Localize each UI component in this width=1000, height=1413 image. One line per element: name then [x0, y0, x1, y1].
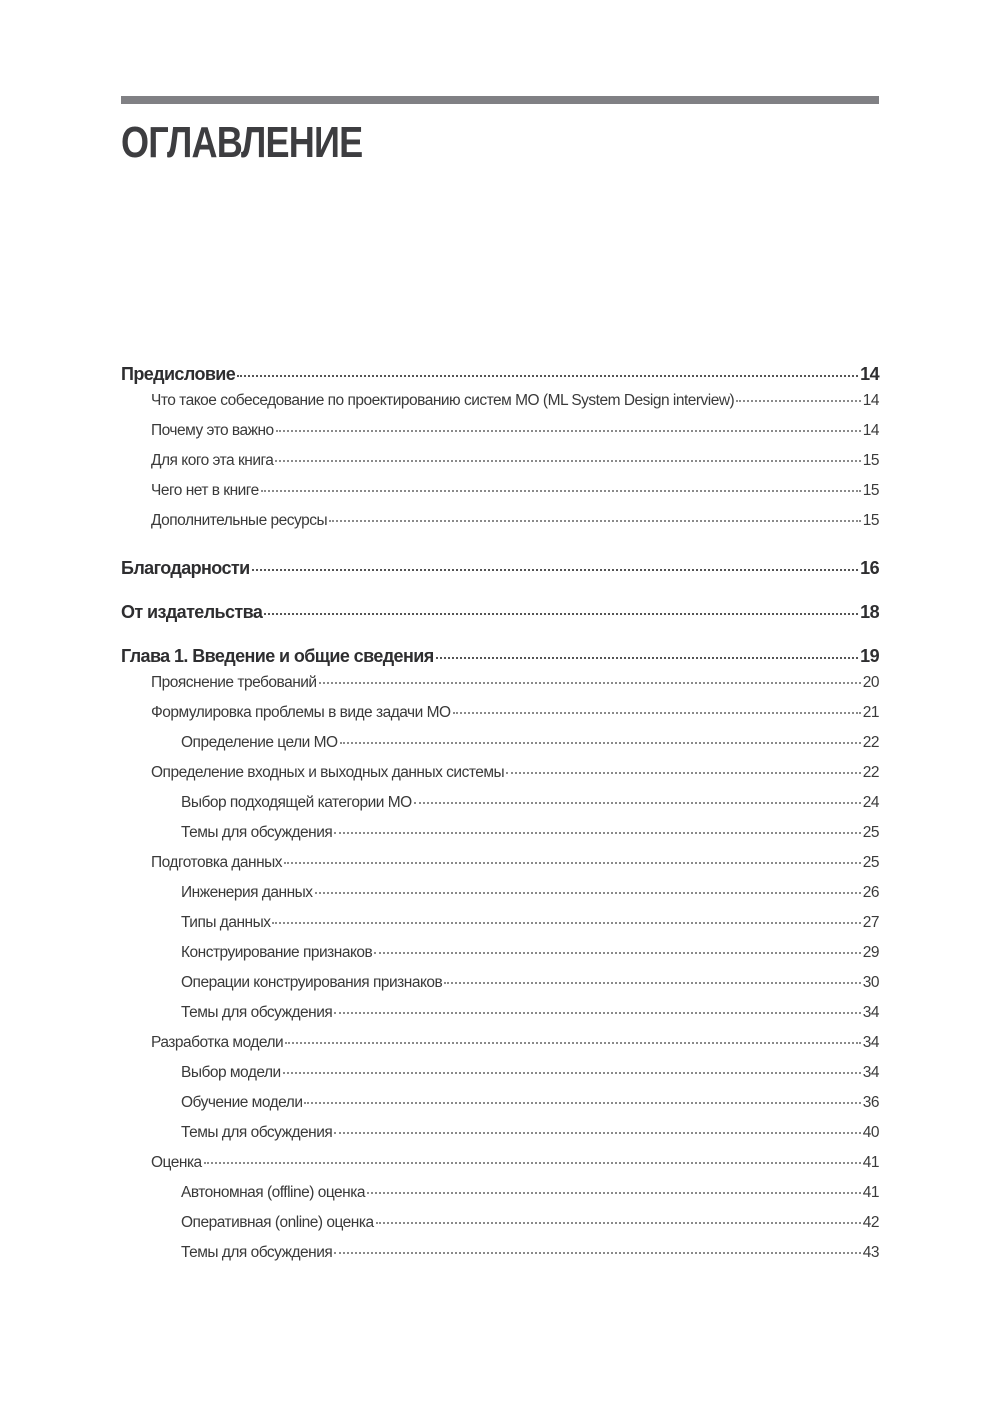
toc-entry-title: Чего нет в книге [151, 482, 259, 499]
toc-entry-page-number: 25 [862, 824, 879, 841]
toc-entry-page-number: 16 [860, 558, 879, 578]
toc-entry-title: Почему это важно [151, 422, 274, 439]
dot-leader [334, 832, 860, 834]
toc-entry-page-number: 22 [862, 764, 879, 781]
toc-subsection-entry[interactable] [121, 824, 879, 854]
dot-leader [285, 1042, 861, 1044]
toc-section-entry[interactable] [121, 392, 879, 422]
table-of-contents [121, 364, 879, 1274]
dot-leader [264, 613, 858, 615]
toc-section-entry[interactable] [121, 854, 879, 884]
dot-leader [376, 1222, 861, 1224]
dot-leader [736, 400, 861, 402]
dot-leader [319, 682, 861, 684]
toc-entry-page-number: 15 [862, 482, 879, 499]
toc-entry-page-number: 34 [862, 1034, 879, 1051]
toc-entry-page-number: 15 [862, 452, 879, 469]
toc-entry-title: Что такое собеседование по проектированию систем МО (ML System Design interview) [151, 392, 735, 409]
toc-subsection-entry[interactable] [121, 944, 879, 974]
dot-leader [334, 1252, 860, 1254]
toc-section-entry[interactable] [121, 452, 879, 482]
dot-leader [304, 1102, 860, 1104]
dot-leader [334, 1132, 860, 1134]
toc-entry-page-number: 42 [862, 1214, 879, 1231]
toc-entry-title: Темы для обсуждения [181, 1244, 333, 1261]
toc-entry-page-number: 29 [862, 944, 879, 961]
toc-section-entry[interactable] [121, 1154, 879, 1184]
toc-entry-page-number: 14 [860, 364, 879, 384]
dot-leader [252, 569, 859, 571]
toc-entry-title: Подготовка данных [151, 854, 283, 871]
top-rule-divider [121, 96, 879, 104]
toc-entry-page-number: 43 [862, 1244, 879, 1261]
toc-subsection-entry[interactable] [121, 914, 879, 944]
toc-chapter-entry[interactable] [121, 364, 879, 392]
toc-section-entry[interactable] [121, 1034, 879, 1064]
toc-entry-title: Обучение модели [181, 1094, 303, 1111]
toc-subsection-entry[interactable] [121, 1094, 879, 1124]
toc-entry-page-number: 15 [862, 512, 879, 529]
toc-entry-title: Формулировка проблемы в виде задачи МО [151, 704, 451, 721]
toc-entry-page-number: 40 [862, 1124, 879, 1141]
toc-subsection-entry[interactable] [121, 1244, 879, 1274]
section-gap [121, 542, 879, 558]
toc-subsection-entry[interactable] [121, 1124, 879, 1154]
toc-entry-title: Темы для обсуждения [181, 824, 333, 841]
toc-entry-page-number: 34 [862, 1064, 879, 1081]
toc-entry-title: Темы для обсуждения [181, 1004, 333, 1021]
dot-leader [329, 520, 861, 522]
toc-entry-page-number: 18 [860, 602, 879, 622]
toc-entry-title: Типы данных [181, 914, 271, 931]
toc-entry-title: Определение входных и выходных данных системы [151, 764, 505, 781]
dot-leader [204, 1162, 861, 1164]
dot-leader [237, 375, 858, 377]
section-gap [121, 586, 879, 602]
toc-subsection-entry[interactable] [121, 1064, 879, 1094]
toc-section-entry[interactable] [121, 674, 879, 704]
toc-entry-title: От издательства [121, 602, 263, 622]
dot-leader [276, 430, 861, 432]
dot-leader [315, 892, 861, 894]
toc-entry-title: Выбор подходящей категории МО [181, 794, 412, 811]
toc-entry-page-number: 22 [862, 734, 879, 751]
toc-subsection-entry[interactable] [121, 974, 879, 1004]
dot-leader [261, 490, 861, 492]
toc-entry-page-number: 30 [862, 974, 879, 991]
toc-entry-title: Дополнительные ресурсы [151, 512, 328, 529]
toc-entry-title: Оперативная (online) оценка [181, 1214, 374, 1231]
toc-entry-title: Конструирование признаков [181, 944, 373, 961]
dot-leader [444, 982, 860, 984]
toc-entry-page-number: 14 [862, 392, 879, 409]
toc-chapter-entry[interactable] [121, 558, 879, 586]
toc-chapter-entry[interactable] [121, 646, 879, 674]
dot-leader [334, 1012, 860, 1014]
toc-entry-title: Выбор модели [181, 1064, 281, 1081]
section-gap [121, 630, 879, 646]
toc-entry-page-number: 41 [862, 1184, 879, 1201]
toc-entry-page-number: 24 [862, 794, 879, 811]
toc-entry-page-number: 27 [862, 914, 879, 931]
dot-leader [374, 952, 861, 954]
toc-entry-page-number: 19 [860, 646, 879, 666]
toc-entry-title: Темы для обсуждения [181, 1124, 333, 1141]
dot-leader [340, 742, 861, 744]
toc-subsection-entry[interactable] [121, 1214, 879, 1244]
toc-entry-title: Благодарности [121, 558, 250, 578]
toc-subsection-entry[interactable] [121, 1184, 879, 1214]
toc-entry-page-number: 20 [862, 674, 879, 691]
toc-entry-page-number: 14 [862, 422, 879, 439]
toc-entry-title: Предисловие [121, 364, 236, 384]
toc-entry-title: Прояснение требований [151, 674, 317, 691]
toc-entry-title: Оценка [151, 1154, 202, 1171]
toc-entry-page-number: 41 [862, 1154, 879, 1171]
toc-subsection-entry[interactable] [121, 1004, 879, 1034]
toc-entry-title: Глава 1. Введение и общие сведения [121, 646, 434, 666]
toc-entry-title: Определение цели МО [181, 734, 338, 751]
dot-leader [275, 460, 860, 462]
toc-entry-page-number: 26 [862, 884, 879, 901]
dot-leader [283, 1072, 861, 1074]
toc-entry-title: Автономная (offline) оценка [181, 1184, 365, 1201]
toc-entry-page-number: 21 [862, 704, 879, 721]
page-title: ОГЛАВЛЕНИЕ [121, 118, 363, 167]
toc-subsection-entry[interactable] [121, 884, 879, 914]
toc-entry-title: Для кого эта книга [151, 452, 274, 469]
toc-section-entry[interactable] [121, 422, 879, 452]
toc-entry-page-number: 25 [862, 854, 879, 871]
dot-leader [414, 802, 861, 804]
dot-leader [436, 657, 859, 659]
toc-subsection-entry[interactable] [121, 734, 879, 764]
toc-section-entry[interactable] [121, 764, 879, 794]
dot-leader [284, 862, 861, 864]
dot-leader [272, 922, 860, 924]
dot-leader [506, 772, 861, 774]
toc-entry-title: Разработка модели [151, 1034, 284, 1051]
toc-entry-title: Операции конструирования признаков [181, 974, 443, 991]
toc-section-entry[interactable] [121, 512, 879, 542]
toc-entry-page-number: 34 [862, 1004, 879, 1021]
dot-leader [367, 1192, 861, 1194]
toc-section-entry[interactable] [121, 482, 879, 512]
dot-leader [453, 712, 861, 714]
toc-section-entry[interactable] [121, 704, 879, 734]
toc-entry-page-number: 36 [862, 1094, 879, 1111]
toc-entry-title: Инженерия данных [181, 884, 313, 901]
toc-chapter-entry[interactable] [121, 602, 879, 630]
toc-subsection-entry[interactable] [121, 794, 879, 824]
